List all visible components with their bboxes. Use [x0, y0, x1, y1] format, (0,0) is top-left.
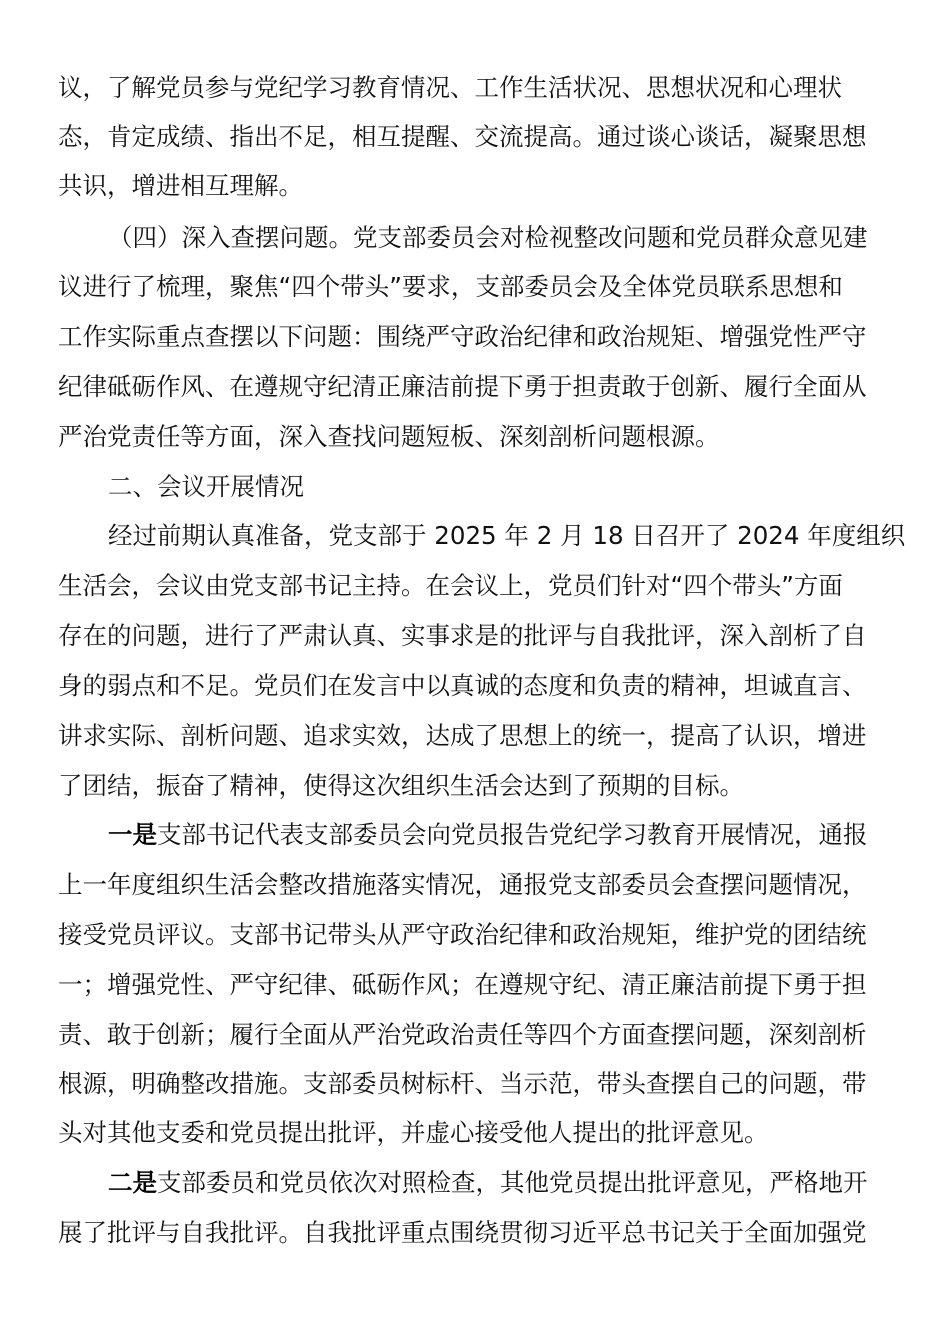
- text-line: 讲求实际、剖析问题、追求实效，达成了思想上的统一，提高了认识，增进: [58, 721, 867, 750]
- text-line: 根源，明确整改措施。支部委员树标杆、当示范，带头查摆自己的问题，带: [58, 1069, 867, 1098]
- text-line: 一；增强党性、严守纪律、砥砺作风；在遵规守纪、清正廉洁前提下勇于担: [58, 970, 867, 999]
- text-line: 责、敢于创新；履行全面从严治党政治责任等四个方面查摆问题，深刻剖析: [58, 1020, 867, 1049]
- text-line: 态，肯定成绩、指出不足，相互提醒、交流提高。通过谈心谈话，凝聚思想: [58, 122, 867, 151]
- text-line: 了团结，振奋了精神，使得这次组织生活会达到了预期的目标。: [58, 771, 744, 800]
- text-line: 经过前期认真准备，党支部于 2025 年 2 月 18 日召开了 2024 年度组织: [108, 521, 906, 550]
- text-line: 议，了解党员参与党纪学习教育情况、工作生活状况、思想状况和心理状: [58, 73, 842, 102]
- text-line: 上一年度组织生活会整改措施落实情况，通报党支部委员会查摆问题情况，: [58, 870, 867, 899]
- text-line: 工作实际重点查摆以下问题：围绕严守政治纪律和政治规矩、增强党性严守: [58, 322, 867, 351]
- text-line: 生活会，会议由党支部书记主持。在会议上，党员们针对“四个带头”方面: [58, 571, 843, 600]
- text-line: 接受党员评议。支部书记带头从严守政治纪律和政治规矩，维护党的团结统: [58, 920, 867, 949]
- paragraph-first-point: [108, 819, 868, 851]
- text-line: 共识，增进相互理解。: [58, 171, 303, 200]
- text-line: 议进行了梳理，聚焦“四个带头”要求，支部委员会及全体党员联系思想和: [58, 272, 843, 301]
- text-line: 支部书记代表支部委员会向党员报告党纪学习教育开展情况，通报: [157, 820, 868, 849]
- text-line: 存在的问题，进行了严肃认真、实事求是的批评与自我批评，深入剖析了自: [58, 621, 867, 650]
- text-line: 严治党责任等方面，深入查找问题短板、深刻剖析问题根源。: [58, 422, 720, 451]
- text-line: 展了批评与自我批评。自我批评重点围绕贯彻习近平总书记关于全面加强党: [58, 1218, 867, 1247]
- text-line: 纪律砥砺作风、在遵规守纪清正廉洁前提下勇于担责敢于创新、履行全面从: [58, 372, 867, 401]
- bold-lead-first: 一是: [108, 820, 157, 849]
- bold-lead-second: 二是: [108, 1168, 157, 1197]
- text-line: 头对其他支委和党员提出批评，并虚心接受他人提出的批评意见。: [58, 1118, 769, 1147]
- section-heading-4: （四）深入查摆问题。党支部委员会对检视整改问题和党员群众意见建: [108, 223, 868, 252]
- section-heading-2: 二、会议开展情况: [108, 472, 304, 501]
- text-line: 支部委员和党员依次对照检查，其他党员提出批评意见，严格地开: [157, 1168, 868, 1197]
- paragraph-second-point: [108, 1167, 868, 1199]
- text-line: 身的弱点和不足。党员们在发言中以真诚的态度和负责的精神，坦诚直言、: [58, 671, 867, 700]
